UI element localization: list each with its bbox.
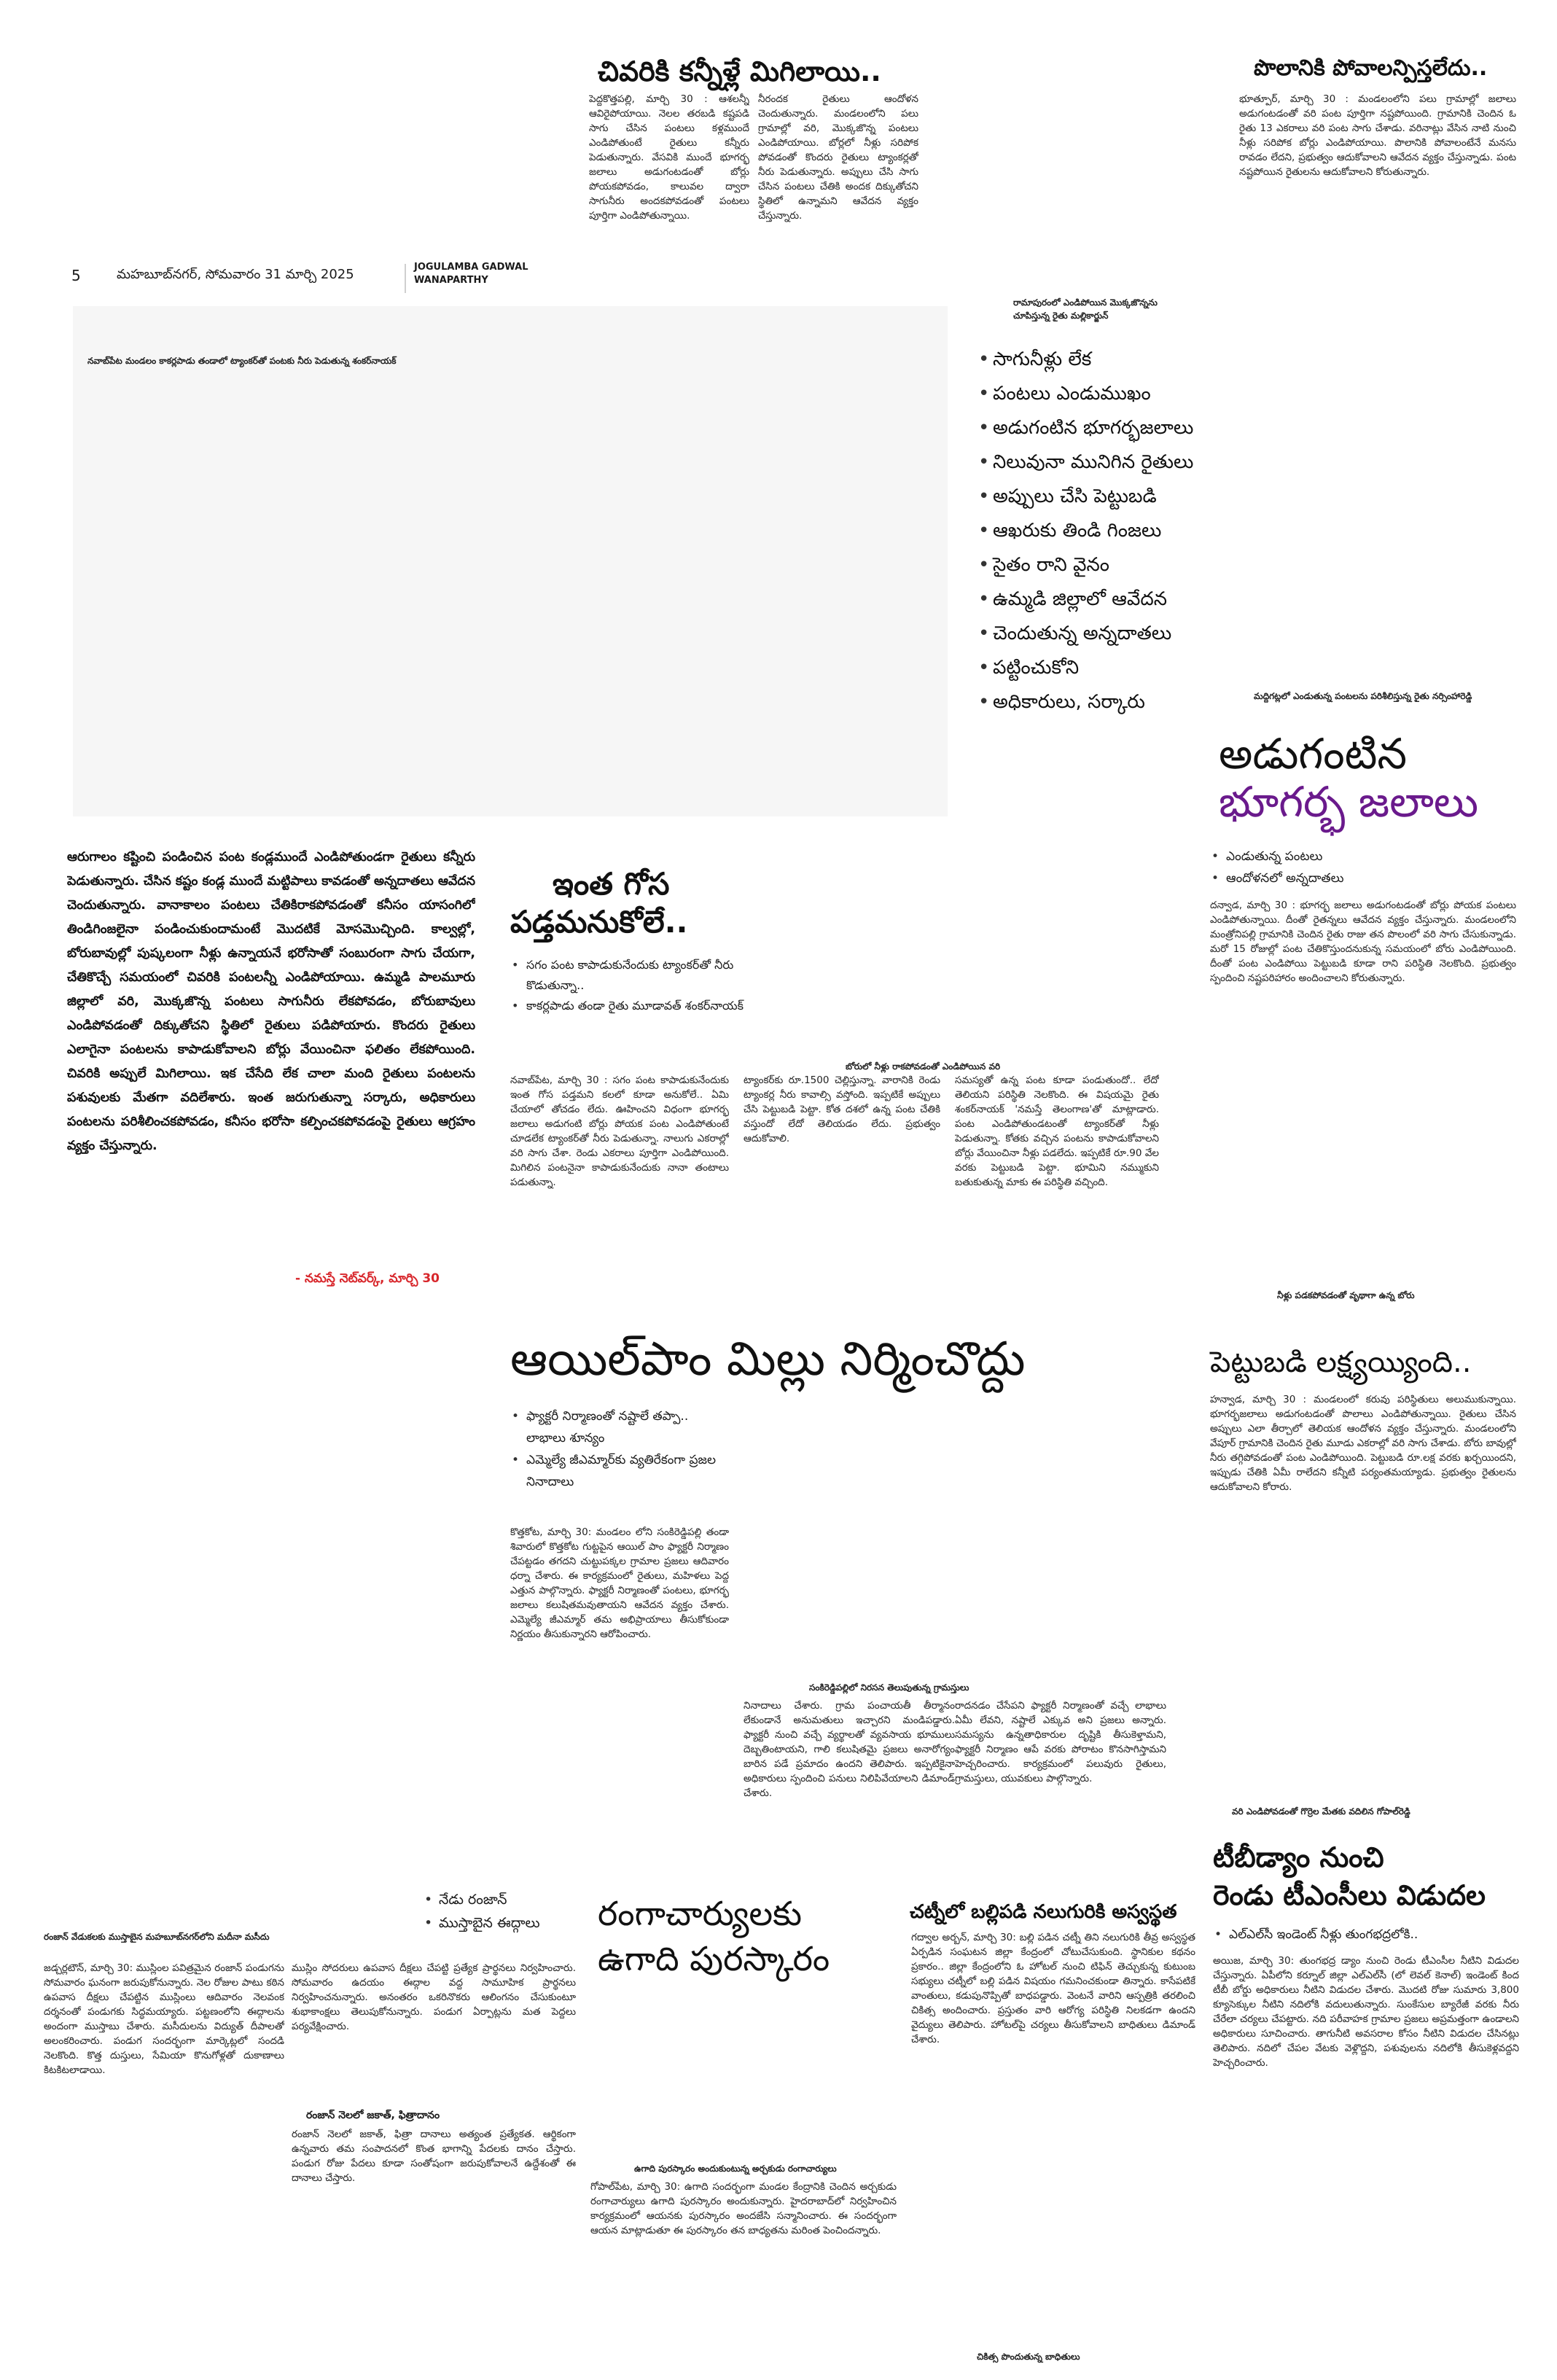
story4-headline-2: పడ్తమనుకోలే..	[510, 904, 688, 940]
story4-headline-1: ఇంత గోస	[553, 866, 670, 902]
story9-headline-1: రంగాచార్యులకు	[598, 1894, 803, 1933]
story8-col1: జడ్చర్లటౌన్, మార్చి 30: ముస్లింల పవిత్రమైన రంజాన్ పండుగను సోమవారం ఘనంగా జరుపుకోనున్నారు. నెల రోజుల పాటు కఠిన ఉపవాస దీక్షలు చేపట్టిన ముస్లింలు ఆదివారం నెలవంక దర్శనంతో పండుగకు సిద్ధమయ్యారు. పట్టణంలోని ఈద్గాలను అందంగా ముస్తాబు చేశారు. మసీదులను విద్యుత్ దీపాలతో అలంకరించారు. పండుగ సందర్భంగా మార్కెట్లలో సందడి నెలకొంది. కొత్త దుస్తులు, సేమియా కొనుగోళ్లతో దుకాణాలు కిటకిటలాడాయి.	[44, 1962, 284, 2076]
story3-bullet: • ఆందోళనలో అన్నదాతలు	[1210, 867, 1516, 889]
story1-col2: నీరందక రైతులు ఆందోళన చెందుతున్నారు. మండలంలోని పలు గ్రామాల్లో వరి, మొక్కజొన్న పంటలు ఎండిపోయాయి. బోర్లలో నీళ్లు సరిపోక పోవడంతో కొందరు రైతులు ట్యాంకర్లతో నీరు పెడుతున్నారు. అప్పులు చేసి సాగు చేసిన పంటలు చేతికి అందక దిక్కుతోచని స్థితిలో ఉన్నామని ఆవేదన వ్యక్తం చేస్తున్నారు.	[758, 93, 918, 222]
highlight-item: • సాగునీళ్లు లేక	[977, 343, 1246, 377]
story5-bullets	[510, 1405, 729, 1493]
highlight-bullet-list	[977, 343, 1246, 719]
story4-bullet: • కాకర్లపాడు తండా రైతు మూడావత్ శంకర్‌నాయక్	[510, 996, 744, 1016]
story3-headline-1: అడుగంటిన	[1219, 729, 1408, 779]
story7-bullet: • ఎల్‌ఎల్‌సీ ఇండెంట్ నీళ్లు తుంగభద్రలోకి..	[1213, 1924, 1519, 1945]
caption-ramapuram: రామాపురంలో ఎండిపోయిన మొక్కజొన్నను చూపిస్తున్న రైతు మల్లికార్జున్	[1013, 297, 1158, 321]
story3-bullet: • ఎండుతున్న పంటలు	[1210, 846, 1516, 867]
editorial-text	[67, 846, 475, 1225]
story7-body: అయిజ, మార్చి 30: తుంగభద్ర డ్యాం నుంచి రెండు టీఎంసీల నీటిని విడుదల చేస్తున్నారు. ఏపీలోని కర్నూల్ జిల్లా ఎల్‌ఎల్‌సీ (లో లెవల్ కెనాల్) ఇండెంట్ కింద టీబీ బోర్డు అధికారులు నీటిని విడుదల చేశారు. మొదటి రోజు సుమారు 3,800 క్యూసెక్కుల నీటిని నదిలోకి వదులుతున్నారు. సుంకేసుల బ్యారేజీ వరకు నీరు చేరేలా చర్యలు చేపట్టారు. నది పరీవాహక గ్రామాల ప్రజలు అప్రమత్తంగా ఉండాలని అధికారులు సూచించారు. తాగునీటి అవసరాల కోసం నీటిని విడుదల చేసినట్లు తెలిపారు. నదిలో చేపల వేటకు వెళ్లొద్దని, పశువులను నదిలోకి తీసుకెళ్లవద్దని హెచ్చరించారు.	[1213, 1955, 1519, 2069]
story2-body: భూత్పూర్, మార్చి 30 : మండలంలోని పలు గ్రామాల్లో జలాలు అడుగంటడంతో వరి పంట పూర్తిగా నష్టపోయింది. గ్రామానికి చెందిన ఓ రైతు 13 ఎకరాలు వరి పంట సాగు చేశాడు. వరినాట్లు వేసిన నాటి నుంచి నీళ్లు సరిపోక బోర్లు ఎండిపోయాయి. పొలానికి పోవాలంటేనే మనసు రావడం లేదని, ప్రభుత్వం ఆదుకోవాలని ఆవేదన వ్యక్తం చేస్తున్నాడు. పంట నష్టపోయిన రైతులను ఆదుకోవాలని కోరుతున్నారు.	[1239, 93, 1516, 178]
highlight-item: • చెందుతున్న అన్నదాతలు	[977, 617, 1246, 651]
story6-body: హన్వాడ, మార్చి 30 : మండలంలో కరువు పరిస్థితులు అలుముకున్నాయి. భూగర్భజలాలు అడుగంటడంతో పొలాలు ఎండిపోతున్నాయి. రైతులు చేసిన అప్పులు ఎలా తీర్చాలో తెలియక ఆందోళన వ్యక్తం చేస్తున్నారు. మండలంలోని వేపూర్ గ్రామానికి చెందిన రైతు మూడు ఎకరాల్లో వరి సాగు చేశాడు. బోరు బావుల్లో నీరు తగ్గిపోవడంతో పంట ఎండిపోయింది. పెట్టుబడి రూ.లక్ష వరకు ఖర్చయిందని, ఇప్పుడు చేతికి ఏమీ రాలేదని కన్నీటి పర్యంతమయ్యాడు. ప్రభుత్వం రైతులను ఆదుకోవాలని కోరారు.	[1210, 1394, 1516, 1493]
highlight-item: • ఉమ్మడి జిల్లాలో ఆవేదన	[977, 582, 1246, 617]
caption-sankireddy: సంకిరెడ్డిపల్లిలో నిరసన తెలుపుతున్న గ్రామస్తులు	[809, 1682, 969, 1693]
caption-bore: బోరులో నీళ్లు రాకపోవడంతో ఎండిపోయిన వరి	[846, 1061, 1001, 1072]
story5-headline: ఆయిల్‌పాం మిల్లు నిర్మించొద్దు	[510, 1333, 1026, 1386]
story5-col2: నినాదాలు చేశారు. గ్రామ పంచాయతీ తీర్మానం లేకుండానే అనుమతులు ఇచ్చారని మండిపడ్డారు. ఫ్యాక్టరీ నుంచి వచ్చే వ్యర్థాలతో వ్యవసాయ భూములు దెబ్బతింటాయని, గాలి కలుషితమై ప్రజలు అనారోగ్యం బారిన పడే ప్రమాదం ఉందని తెలిపారు. ఇప్పటికైనా అధికారులు స్పందించి పనులు నిలిపివేయాలని డిమాండ్ చేశారు.	[744, 1700, 955, 1799]
story8-caption: రంజాన్ వేడుకలకు ముస్తాబైన మహబూబ్‌నగర్‌లోని మదీనా మసీదు	[44, 1932, 270, 1942]
story10-body: గద్వాల అర్బన్, మార్చి 30: బల్లి పడిన చట్నీ తిని నలుగురికి తీవ్ర అస్వస్థత ఏర్పడిన సంఘటన జిల్లా కేంద్రంలో చోటుచేసుకుంది. స్థానికుల కథనం ప్రకారం.. జిల్లా కేంద్రంలోని ఓ హోటల్ నుంచి టిఫిన్ తెచ్చుకున్న కుటుంబ సభ్యులు చట్నీలో బల్లి పడిన విషయం గమనించకుండా తిన్నారు. కాసేపటికే వాంతులు, కడుపునొప్పితో బాధపడ్డారు. వెంటనే వారిని ఆస్పత్రికి తరలించి చికిత్స అందించారు. ప్రస్తుతం వారి ఆరోగ్య పరిస్థితి నిలకడగా ఉందని వైద్యులు తెలిపారు. హోటల్‌పై చర్యలు తీసుకోవాలని బాధితులు డిమాండ్ చేశారు.	[911, 1932, 1195, 2045]
story8-kicker	[423, 1888, 583, 1935]
story5-col1: కొత్తకోట, మార్చి 30: మండలం లోని సంకిరెడ్డిపల్లి తండా శివారులో కొత్తకోట గుట్టపైన ఆయిల్ పాం ఫ్యాక్టరీ నిర్మాణం చేపట్టడం తగదని చుట్టుపక్కల గ్రామాల ప్రజలు ఆదివారం ధర్నా చేశారు. ఈ కార్యక్రమంలో రైతులు, మహిళలు పెద్ద ఎత్తున పాల్గొన్నారు. ఫ్యాక్టరీ నిర్మాణంతో పంటలు, భూగర్భ జలాలు కలుషితమవుతాయని ఆవేదన వ్యక్తం చేశారు. ఎమ్మెల్యే జీఎమ్మార్ తమ అభిప్రాయాలు తీసుకోకుండా నిర్ణయం తీసుకున్నారని ఆరోపించారు.	[510, 1526, 729, 1640]
story10-caption: చికిత్స పొందుతున్న బాధితులు	[977, 2352, 1080, 2362]
story7-bullets	[1213, 1924, 1519, 1945]
story7-headline-1: టీబీడ్యాం నుంచి	[1213, 1841, 1384, 1873]
story10-headline: చట్నీలో బల్లిపడి నలుగురికి అస్వస్థత	[910, 1901, 1177, 1923]
editorial-body: ఆరుగాలం కష్టించి పండించిన పంట కండ్లముందే ఎండిపోతుండగా రైతులు కన్నీరు పెడుతున్నారు. చేసిన కష్టం కండ్ల ముందే మట్టిపాలు కావడంతో అన్నదాతలు ఆవేదన చెందుతున్నారు. వానాకాలం పంటలు చేతికిరాకపోవడంతో కనీసం యాసంగిలో తిండిగింజలైనా పండించుకుందామంటే మొదటికే మోసమొచ్చింది. కాల్వల్లో, బోరుబావుల్లో పుష్కలంగా నీళ్లు ఉన్నాయనే భరోసాతో సంబురంగా సాగు చేయగా, చేతికొచ్చే సమయంలో చివరికి పంటలన్నీ ఎండిపోయాయి. ఉమ్మడి పాలమూరు జిల్లాలో వరి, మొక్కజొన్న పంటలు సాగునీరు లేకపోవడం, బోరుబావులు ఎండిపోవడంతో దిక్కుతోచని స్థితిలో రైతులు పడిపోయారు. కొందరు రైతులు ఎలాగైనా పంటలను కాపాడుకోవాలని బోర్లు వేయించినా ఫలితం లేకపోయింది. చివరికి అప్పులే మిగిలాయి. ఇక చేసేది లేక చాలా మంది రైతులు పంటలను పశువులకు మేతగా వదిలేశారు. ఇంత జరుగుతున్నా సర్కారు, అధికారులు పంటలను పరిశీలించకపోవడం, కనీసం భరోసా కల్పించకపోవడంపై రైతులు ఆగ్రహం వ్యక్తం చేస్తున్నారు.	[67, 850, 475, 1153]
photo-tanker	[73, 306, 948, 816]
dateline: మహబూబ్‌నగర్, సోమవారం 31 మార్చి 2025	[117, 267, 354, 282]
story1-col1: పెద్దకొత్తపల్లి, మార్చి 30 : ఆశలన్నీ ఆవిరైపోయాయి. నెలల తరబడి కష్టపడి సాగు చేసిన పంటలు కళ్లముందే ఎండిపోతుంటే రైతులు కన్నీరు పెడుతున్నారు. వేసవికి ముందే భూగర్భ జలాలు అడుగంటడంతో బోర్లు పోయకపోవడం, కాలువల ద్వారా సాగునీరు అందకపోవడంతో పంటలు పూర్తిగా ఎండిపోతున్నాయి.	[589, 93, 749, 222]
story8-kicker-item: • ముస్తాబైన ఈద్గాలు	[423, 1911, 583, 1935]
story4-bullets	[510, 955, 744, 1016]
story8-subhead: రంజాన్ నెలలో జకాత్, ఫిత్రాదానం	[306, 2110, 440, 2121]
caption-gopal: వరి ఎండిపోవడంతో గొర్రెల మేతకు వదిలిన గోపాల్‌రెడ్డి	[1232, 1806, 1410, 1817]
story1-headline: చివరికి కన్నీళ్లే మిగిలాయి..	[598, 55, 881, 87]
story9-headline-2: ఉగాది పురస్కారం	[598, 1939, 830, 1978]
highlight-item: • ఆఖరుకు తిండి గింజలు	[977, 514, 1246, 548]
story4-col1: నవాబ్‌పేట, మార్చి 30 : సగం పంట కాపాడుకునేందుకు ఇంత గోస పడ్తమని కలలో కూడా అనుకోలే.. ఏమి చేయాలో తోచడం లేదు. ఊహించని విధంగా భూగర్భ జలాలు అడుగంటి బోర్లు పోయక పంట ఎండిపోతుంటే చూడలేక ట్యాంకర్‌తో నీరు పెడుతున్నా. నాలుగు ఎకరాల్లో వరి సాగు చేశా. రెండు ఎకరాలు పూర్తిగా ఎండిపోయింది. మిగిలిన పంటనైనా కాపాడుకునేందుకు నానా తంటాలు పడుతున్నా.	[510, 1074, 729, 1188]
story8-col2: ముస్లిం సోదరులు ఉపవాస దీక్షలు చేపట్టి ప్రత్యేక ప్రార్థనలు నిర్వహించారు. సోమవారం ఉదయం ఈద్గాల వద్ద సామూహిక ప్రార్థనలు నిర్వహించనున్నారు. అనంతరం ఒకరినొకరు ఆలింగనం చేసుకుంటూ శుభాకాంక్షలు తెలుపుకోనున్నారు. పండుగ ఏర్పాట్లను మత పెద్దలు పర్యవేక్షించారు.	[292, 1962, 576, 2032]
story6-headline: పెట్టుబడి లక్ష్యయ్యింది..	[1210, 1346, 1472, 1379]
highlight-item: • అడుగంటిన భూగర్భజలాలు	[977, 411, 1246, 445]
story5-col3: రాదనడం చేసేపని ఫ్యాక్టరీ నిర్మాణంతో వచ్చే లాభాలు ఏమీ లేవని, నష్టాలే ఎక్కువ అని ప్రజలు అన్నారు. సమస్యను ఉన్నతాధికారుల దృష్టికి తీసుకెళ్తామని, ఫ్యాక్టరీ నిర్మాణం ఆపే వరకు పోరాటం కొనసాగిస్తామని హెచ్చరించారు. కార్యక్రమంలో పలువురు రైతులు, గ్రామస్తులు, యువకులు పాల్గొన్నారు.	[955, 1700, 1166, 1784]
highlight-item: • నిలువునా మునిగిన రైతులు	[977, 445, 1246, 480]
story5-bullet: • ఫ్యాక్టరీ నిర్మాణంతో నష్టాలే తప్పా.. లాభాలు శూన్యం	[510, 1405, 729, 1449]
caption-bore-2: నీళ్లు పడకపోవడంతో వృథాగా ఉన్న బోరు	[1277, 1290, 1415, 1300]
story8-col2b: రంజాన్ నెలలో జకాత్, ఫిత్రా దానాలు అత్యంత ప్రత్యేకత. ఆర్థికంగా ఉన్నవారు తమ సంపాదనలో కొంత భాగాన్ని పేదలకు దానం చేస్తారు. పండుగ రోజు పేదలు కూడా సంతోషంగా జరుపుకోవాలనే ఉద్దేశంతో ఈ దానాలు చేస్తారు.	[292, 2129, 576, 2184]
story4-col3: సమస్యతో ఉన్న పంట కూడా పండుతుందో.. లేదో తెలియని పరిస్థితి నెలకొంది. ఈ విషయమై రైతు శంకర్‌నాయక్ 'నమస్తే తెలంగాణ'తో మాట్లాడారు. పంట ఎండిపోతుండటంతో ట్యాంకర్‌తో నీళ్లు పెడుతున్నా. కోతకు వచ్చిన పంటను కాపాడుకోవాలని బోర్లు వేయించినా నీళ్లు పడలేదు. ఇప్పటికే రూ.90 వేల వరకు పెట్టుబడి పెట్టా. భూమిని నమ్ముకుని బతుకుతున్న మాకు ఈ పరిస్థితి వచ్చింది.	[955, 1074, 1159, 1188]
story7-headline-2: రెండు టీఎంసీలు విడుదల	[1213, 1879, 1486, 1911]
caption-maddigatla: మద్దిగట్లలో ఎండుతున్న పంటలను పరిశీలిస్తున్న రైతు నర్సింహారెడ్డి	[1254, 691, 1472, 701]
story9-body: గోపాల్‌పేట, మార్చి 30: ఉగాది సందర్భంగా మండల కేంద్రానికి చెందిన అర్చకుడు రంగాచార్యులు ఉగాది పురస్కారం అందుకున్నారు. హైదరాబాద్‌లో నిర్వహించిన కార్యక్రమంలో ఆయనకు పురస్కారం అందజేసి సన్మానించారు. ఈ సందర్భంగా ఆయన మాట్లాడుతూ ఈ పురస్కారం తన బాధ్యతను మరింత పెంచిందన్నారు.	[590, 2181, 897, 2236]
story3-body: దన్వాడ, మార్చి 30 : భూగర్భ జలాలు అడుగంటడంతో బోర్లు పోయక పంటలు ఎండిపోతున్నాయి. దీంతో రైతన్నలు ఆవేదన వ్యక్తం చేస్తున్నారు. మండలంలోని మంత్రోనిపల్లి గ్రామానికి చెందిన రైతు రాజు తన పొలంలో వరి సాగు చేసుకున్నాడు. మరో 15 రోజుల్లో పంట చేతికొస్తుందనుకున్న సమయంలో బోరు ఎండిపోయింది. దీంతో పంట ఎండిపోయి పెట్టుబడి కూడా రాని పరిస్థితి నెలకొంది. ప్రభుత్వం స్పందించి నష్టపరిహారం అందించాలని కోరుతున్నారు.	[1210, 900, 1516, 984]
highlight-item: • అప్పులు చేసి పెట్టుబడి	[977, 480, 1246, 514]
story4-col2: ట్యాంకర్‌కు రూ.1500 చెల్లిస్తున్నా. వారానికి రెండు ట్యాంకర్ల నీరు కావాల్సి వస్తోంది. ఇప్పటికే అప్పులు చేసి పెట్టుబడి పెట్టా. కోత దశలో ఉన్న పంట చేతికి వస్తుందో లేదో తెలియడం లేదు. ప్రభుత్వం ఆదుకోవాలి.	[744, 1074, 940, 1144]
caption-tanker: నవాబ్‌పేట మండలం కాకర్లపాడు తండాలో ట్యాంకర్‌తో పంటకు నీరు పెడుతున్న శంకర్‌నాయక్	[87, 356, 397, 366]
story8-kicker-item: • నేడు రంజాన్	[423, 1888, 583, 1911]
highlight-item: • సైతం రాని వైనం	[977, 548, 1246, 582]
highlight-item: • పంటలు ఎండుముఖం	[977, 377, 1246, 411]
story5-bullet: • ఎమ్మెల్యే జీఎమ్మార్‌కు వ్యతిరేకంగా ప్రజల నినాదాలు	[510, 1449, 729, 1493]
story3-bullets	[1210, 846, 1516, 889]
highlight-item: • పట్టించుకోని	[977, 651, 1246, 685]
story2-headline: పొలానికి పోవాలన్పిస్తలేదు..	[1254, 55, 1488, 81]
editorial-byline: - నమస్తే నెట్‌వర్క్, మార్చి 30	[295, 1271, 440, 1286]
story3-headline-2: భూగర్భ జలాలు	[1219, 777, 1479, 827]
story9-caption: ఉగాది పురస్కారం అందుకుంటున్న అర్చకుడు రంగాచార్యులు	[634, 2164, 837, 2174]
story4-bullet: • సగం పంట కాపాడుకునేందుకు ట్యాంకర్‌తో నీరు కొడుతున్నా..	[510, 955, 744, 996]
page-number: 5	[71, 267, 81, 284]
highlight-item: • అధికారులు, సర్కారు	[977, 685, 1246, 719]
masthead-divider	[405, 264, 406, 293]
edition-label: JOGULAMBA GADWAL WANAPARTHY	[414, 262, 528, 286]
